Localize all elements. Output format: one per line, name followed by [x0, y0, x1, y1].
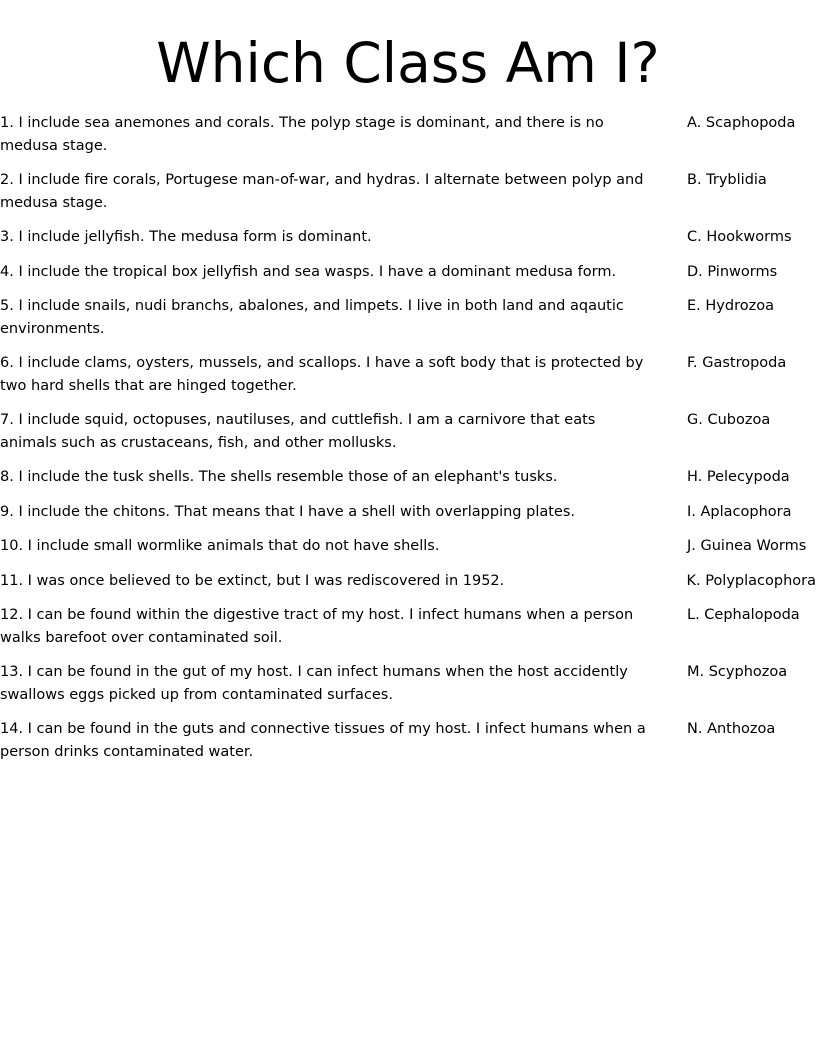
question-text: 6. I include clams, oysters, mussels, and scallops. I have a soft body that is protected by two hard shells that are hinged together. [0, 355, 644, 394]
answer-option: H. Pelecypoda [687, 469, 790, 485]
question-text: 2. I include fire corals, Portugese man-of-war, and hydras. I alternate between polyp and medusa stage. [0, 172, 644, 211]
answer-option: G. Cubozoa [687, 412, 771, 428]
question-text: 1. I include sea anemones and corals. The polyp stage is dominant, and there is no medusa stage. [0, 115, 604, 154]
question-text: 4. I include the tropical box jellyfish and sea wasps. I have a dominant medusa form. [0, 263, 617, 280]
matching-row [0, 112, 816, 157]
matching-row [0, 604, 816, 649]
matching-list [0, 112, 816, 775]
matching-row [0, 661, 816, 706]
question-text: 11. I was once believed to be extinct, but I was rediscovered in 1952. [0, 572, 505, 589]
answer-option: J. Guinea Worms [687, 538, 807, 554]
matching-row [0, 409, 816, 454]
answer-option: I. Aplacophora [687, 503, 792, 520]
answer-option: M. Scyphozoa [687, 664, 788, 680]
matching-row [0, 535, 816, 558]
matching-row [0, 169, 816, 214]
answer-option: N. Anthozoa [687, 721, 776, 737]
answer-option: D. Pinworms [687, 263, 778, 280]
matching-row [0, 718, 816, 763]
question-text: 5. I include snails, nudi branchs, abalones, and limpets. I live in both land and aqautic environments. [0, 298, 624, 337]
matching-row [0, 501, 816, 524]
question-text: 13. I can be found in the gut of my host. I can infect humans when the host accidently swallows eggs picked up from contaminated surfaces. [0, 664, 628, 703]
matching-row [0, 466, 816, 489]
answer-option: A. Scaphopoda [687, 115, 796, 131]
matching-row [0, 226, 816, 249]
matching-row [0, 261, 816, 284]
question-text: 7. I include squid, octopuses, nautiluses, and cuttlefish. I am a carnivore that eats animals such as crustaceans, fish, and other mollusks. [0, 412, 596, 451]
question-text: 12. I can be found within the digestive tract of my host. I infect humans when a person walks barefoot over contaminated soil. [0, 607, 634, 646]
matching-row [0, 295, 816, 340]
question-text: 3. I include jellyfish. The medusa form is dominant. [0, 229, 372, 245]
question-text: 9. I include the chitons. That means that I have a shell with overlapping plates. [0, 503, 576, 520]
question-text: 10. I include small wormlike animals that do not have shells. [0, 538, 440, 554]
matching-row [0, 352, 816, 397]
answer-option: F. Gastropoda [687, 355, 787, 371]
matching-row [0, 570, 816, 593]
worksheet-title: Which Class Am I? [156, 31, 660, 95]
answer-option: C. Hookworms [687, 229, 792, 245]
question-text: 8. I include the tusk shells. The shells resemble those of an elephant's tusks. [0, 469, 558, 485]
question-text: 14. I can be found in the guts and connective tissues of my host. I infect humans when a person drinks contaminated water. [0, 721, 646, 760]
answer-option: E. Hydrozoa [687, 298, 774, 314]
answer-option: K. Polyplacophora [686, 572, 816, 589]
answer-option: L. Cephalopoda [687, 607, 800, 623]
answer-option: B. Tryblidia [687, 172, 767, 188]
